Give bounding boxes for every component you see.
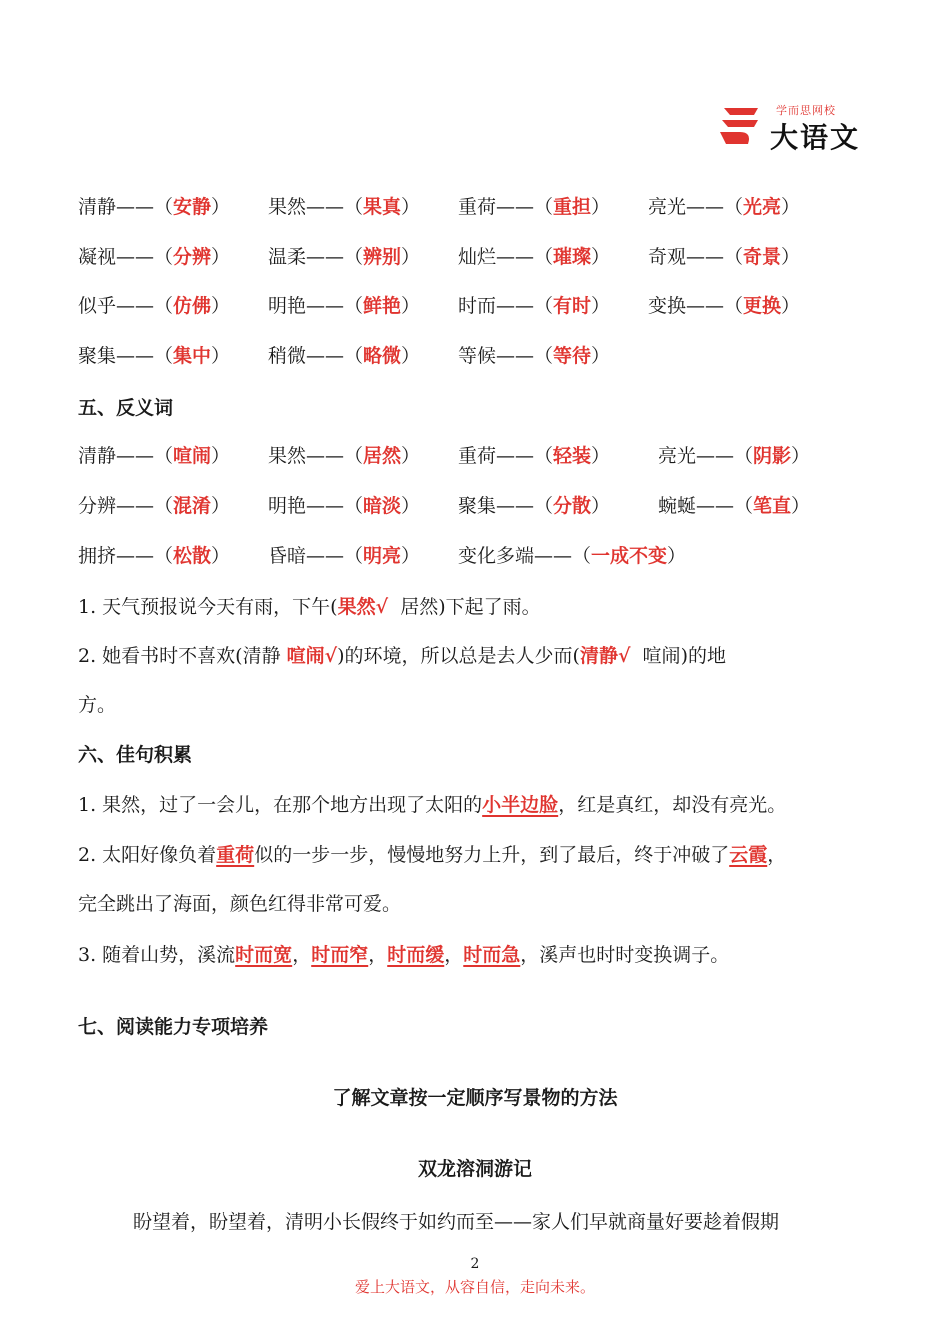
word-pair: 清静——（喧闹） [78,445,231,467]
answer-word: 阴影 [753,445,792,467]
word: 重荷 [458,196,497,218]
choice-question-2: 2. 她看书时不喜欢(清静 喧闹√)的环境，所以总是去人少而(清静√ 喧闹)的地 [78,645,726,667]
word-pair: 等候——（等待） [458,345,611,367]
answer-word: 仿佛 [173,295,212,317]
answer-word: 奇景 [743,246,782,268]
highlight-phrase: 云霞 [729,844,768,866]
word-pair: 变换——（更换） [648,295,801,317]
word: 重荷 [458,445,497,467]
answer-word: 璀璨 [553,246,592,268]
choice-answer: 果然√ [337,596,389,618]
word-pair: 昏暗——（明亮） [268,545,421,567]
brand-title: 大语文 [770,121,861,154]
page-number: 2 [470,1256,480,1272]
word-pair: 稍微——（略微） [268,345,421,367]
word: 时而 [458,295,497,317]
word-pair: 明艳——（暗淡） [268,495,421,517]
word-pair: 温柔——（辨别） [268,246,421,268]
answer-word: 等待 [553,345,592,367]
answer-word: 喧闹 [173,445,212,467]
word-pair: 灿烂——（璀璨） [458,246,611,268]
answer-word: 更换 [743,295,782,317]
word: 稍微 [268,345,307,367]
word: 奇观 [648,246,687,268]
choice-answer: 喧闹√ [286,645,338,667]
word: 变换 [648,295,687,317]
answer-word: 居然 [363,445,402,467]
answer-word: 松散 [173,545,212,567]
word: 果然 [268,196,307,218]
word-pair: 果然——（果真） [268,196,421,218]
word-pair: 分辨——（混淆） [78,495,231,517]
answer-word: 重担 [553,196,592,218]
answer-word: 光亮 [743,196,782,218]
word: 清静 [78,445,117,467]
article-title: 双龙溶洞游记 [417,1158,532,1180]
word: 聚集 [458,495,497,517]
highlight-phrase: 时而急 [463,944,521,966]
word-pair: 聚集——（集中） [78,345,231,367]
answer-word: 集中 [173,345,212,367]
sentence-2-cont: 完全跳出了海面，颜色红得非常可爱。 [78,893,402,915]
word-pair: 亮光——（阴影） [658,445,811,467]
word: 似乎 [78,295,117,317]
reading-heading: 七、阅读能力专项培养 [78,1016,269,1038]
answer-word: 混淆 [173,495,212,517]
answer-word: 有时 [553,295,592,317]
word: 蜿蜒 [658,495,697,517]
sentence-1: 1. 果然，过了一会儿，在那个地方出现了太阳的小半边脸，红是真红，却没有亮光。 [78,794,787,816]
answer-word: 略微 [363,345,402,367]
footer-slogan: 爱上大语文，从容自信，走向未来。 [354,1278,595,1296]
word-pair: 亮光——（光亮） [648,196,801,218]
brand-subtitle: 学而思网校 [776,104,836,117]
word: 昏暗 [268,545,307,567]
answer-word: 安静 [173,196,212,218]
word: 灿烂 [458,246,497,268]
word-pair: 清静——（安静） [78,196,231,218]
answer-word: 暗淡 [363,495,402,517]
answer-word: 分散 [553,495,592,517]
word-pair: 变化多端——（一成不变） [458,545,687,567]
answer-word: 一成不变 [591,545,668,567]
word: 拥挤 [78,545,117,567]
choice-question-1: 1. 天气预报说今天有雨，下午(果然√ 居然)下起了雨。 [78,596,541,618]
sentence-3: 3. 随着山势，溪流时而宽，时而窄，时而缓，时而急，溪声也时时变换调子。 [78,944,730,966]
word-pair: 聚集——（分散） [458,495,611,517]
word: 分辨 [78,495,117,517]
answer-word: 明亮 [363,545,402,567]
word-pair: 拥挤——（松散） [78,545,231,567]
word-pair: 蜿蜒——（笔直） [658,495,811,517]
word-pair: 重荷——（轻装） [458,445,611,467]
brand-mark-icon [718,104,768,148]
reading-subtitle: 了解文章按一定顺序写景物的方法 [332,1087,618,1109]
highlight-phrase: 时而宽 [235,944,293,966]
word: 亮光 [658,445,697,467]
word: 明艳 [268,495,307,517]
word-pair: 果然——（居然） [268,445,421,467]
highlight-phrase: 时而窄 [311,944,369,966]
sentence-2: 2. 太阳好像负着重荷似的一步一步，慢慢地努力上升，到了最后，终于冲破了云霞， [78,844,787,866]
word: 明艳 [268,295,307,317]
brand-logo [718,98,868,158]
word-pair: 奇观——（奇景） [648,246,801,268]
answer-word: 果真 [363,196,402,218]
choice-question-2-cont: 方。 [78,694,117,716]
highlight-phrase: 重荷 [216,844,255,866]
answer-word: 轻装 [553,445,592,467]
sentences-heading: 六、佳句积累 [78,744,193,766]
answer-word: 辨别 [363,246,402,268]
word: 清静 [78,196,117,218]
antonym-heading: 五、反义词 [78,397,174,419]
word: 凝视 [78,246,117,268]
word: 等候 [458,345,497,367]
word: 变化多端 [458,545,535,567]
article-paragraph: 盼望着，盼望着，清明小长假终于如约而至——家人们早就商量好要趁着假期 [133,1211,780,1233]
word-pair: 明艳——（鲜艳） [268,295,421,317]
highlight-phrase: 小半边脸 [482,794,559,816]
word: 聚集 [78,345,117,367]
word: 果然 [268,445,307,467]
word-pair: 时而——（有时） [458,295,611,317]
word: 温柔 [268,246,307,268]
choice-answer: 清静√ [579,645,631,667]
highlight-phrase: 时而缓 [387,944,445,966]
answer-word: 鲜艳 [363,295,402,317]
word: 亮光 [648,196,687,218]
word-pair: 凝视——（分辨） [78,246,231,268]
word-pair: 重荷——（重担） [458,196,611,218]
answer-word: 分辨 [173,246,212,268]
answer-word: 笔直 [753,495,792,517]
word-pair: 似乎——（仿佛） [78,295,231,317]
